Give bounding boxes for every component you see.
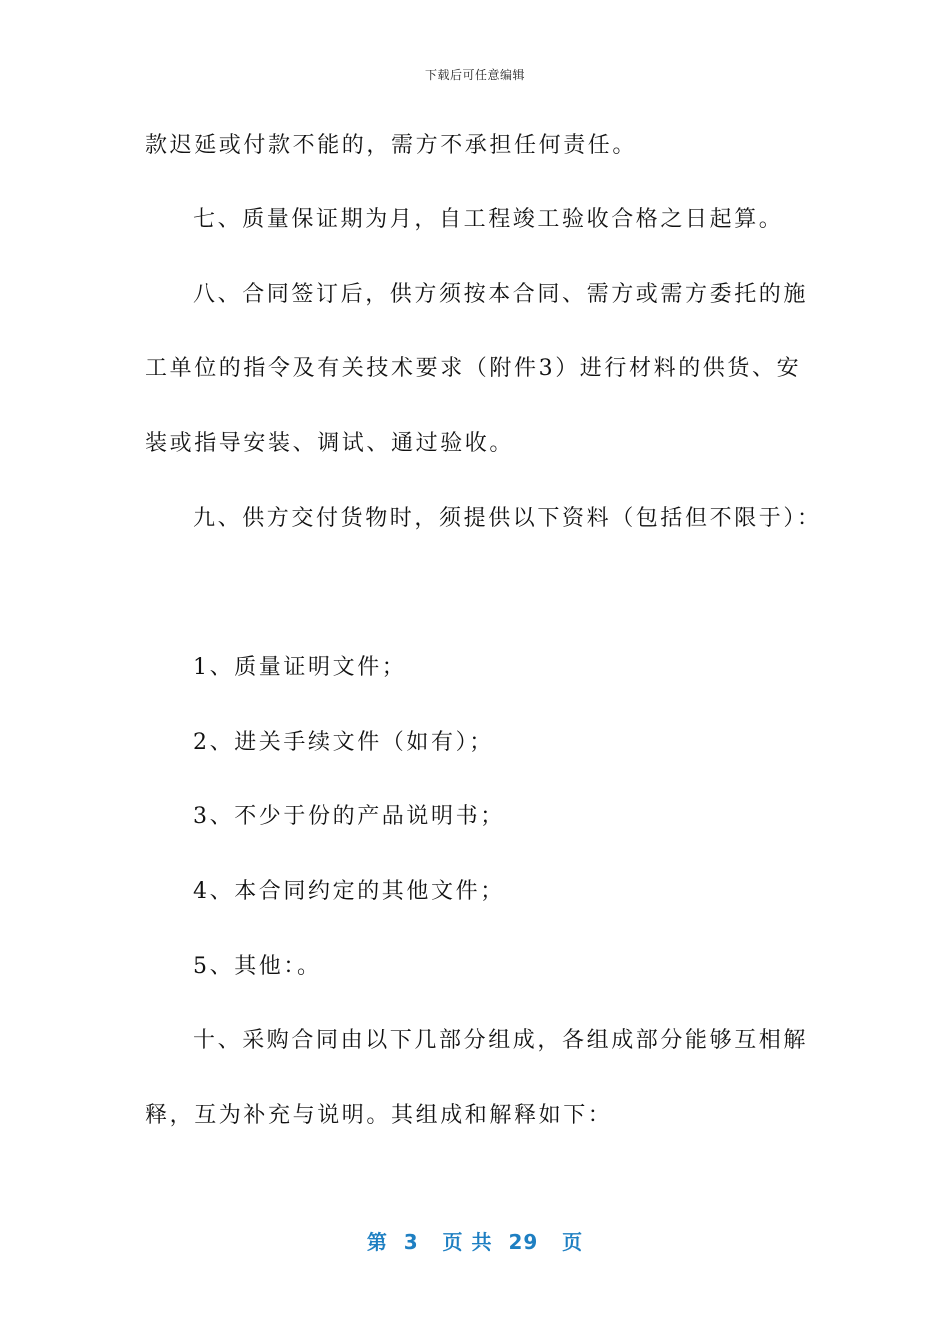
text-line: 九、供方交付货物时，须提供以下资料（包括但不限于）： xyxy=(193,506,822,531)
header-note: 下载后可任意编辑 xyxy=(424,68,525,82)
text-line: 释，互为补充与说明。其组成和解释如下： xyxy=(145,1103,613,1128)
text-line: 十、采购合同由以下几部分组成，各组成部分能够互相解 xyxy=(193,1028,809,1053)
text-line: 装或指导安装、调试、通过验收。 xyxy=(145,431,515,456)
text-line: 4、本合同约定的其他文件； xyxy=(193,879,505,904)
page-number-footer: 第 3 页 共 29 页 xyxy=(366,1230,584,1254)
text-line: 八、合同签订后，供方须按本合同、需方或需方委托的施 xyxy=(193,282,809,307)
text-line: 2、进关手续文件（如有）； xyxy=(193,730,494,755)
text-line: 3、不少于份的产品说明书； xyxy=(193,804,505,829)
text-line: 工单位的指令及有关技术要求（附件3）进行材料的供货、安 xyxy=(145,356,802,381)
text-line: 七、质量保证期为月，自工程竣工验收合格之日起算。 xyxy=(193,207,784,232)
text-line: 款迟延或付款不能的，需方不承担任何责任。 xyxy=(145,133,638,158)
text-line: 1、质量证明文件； xyxy=(193,655,407,680)
text-line: 5、其他：。 xyxy=(193,954,322,979)
